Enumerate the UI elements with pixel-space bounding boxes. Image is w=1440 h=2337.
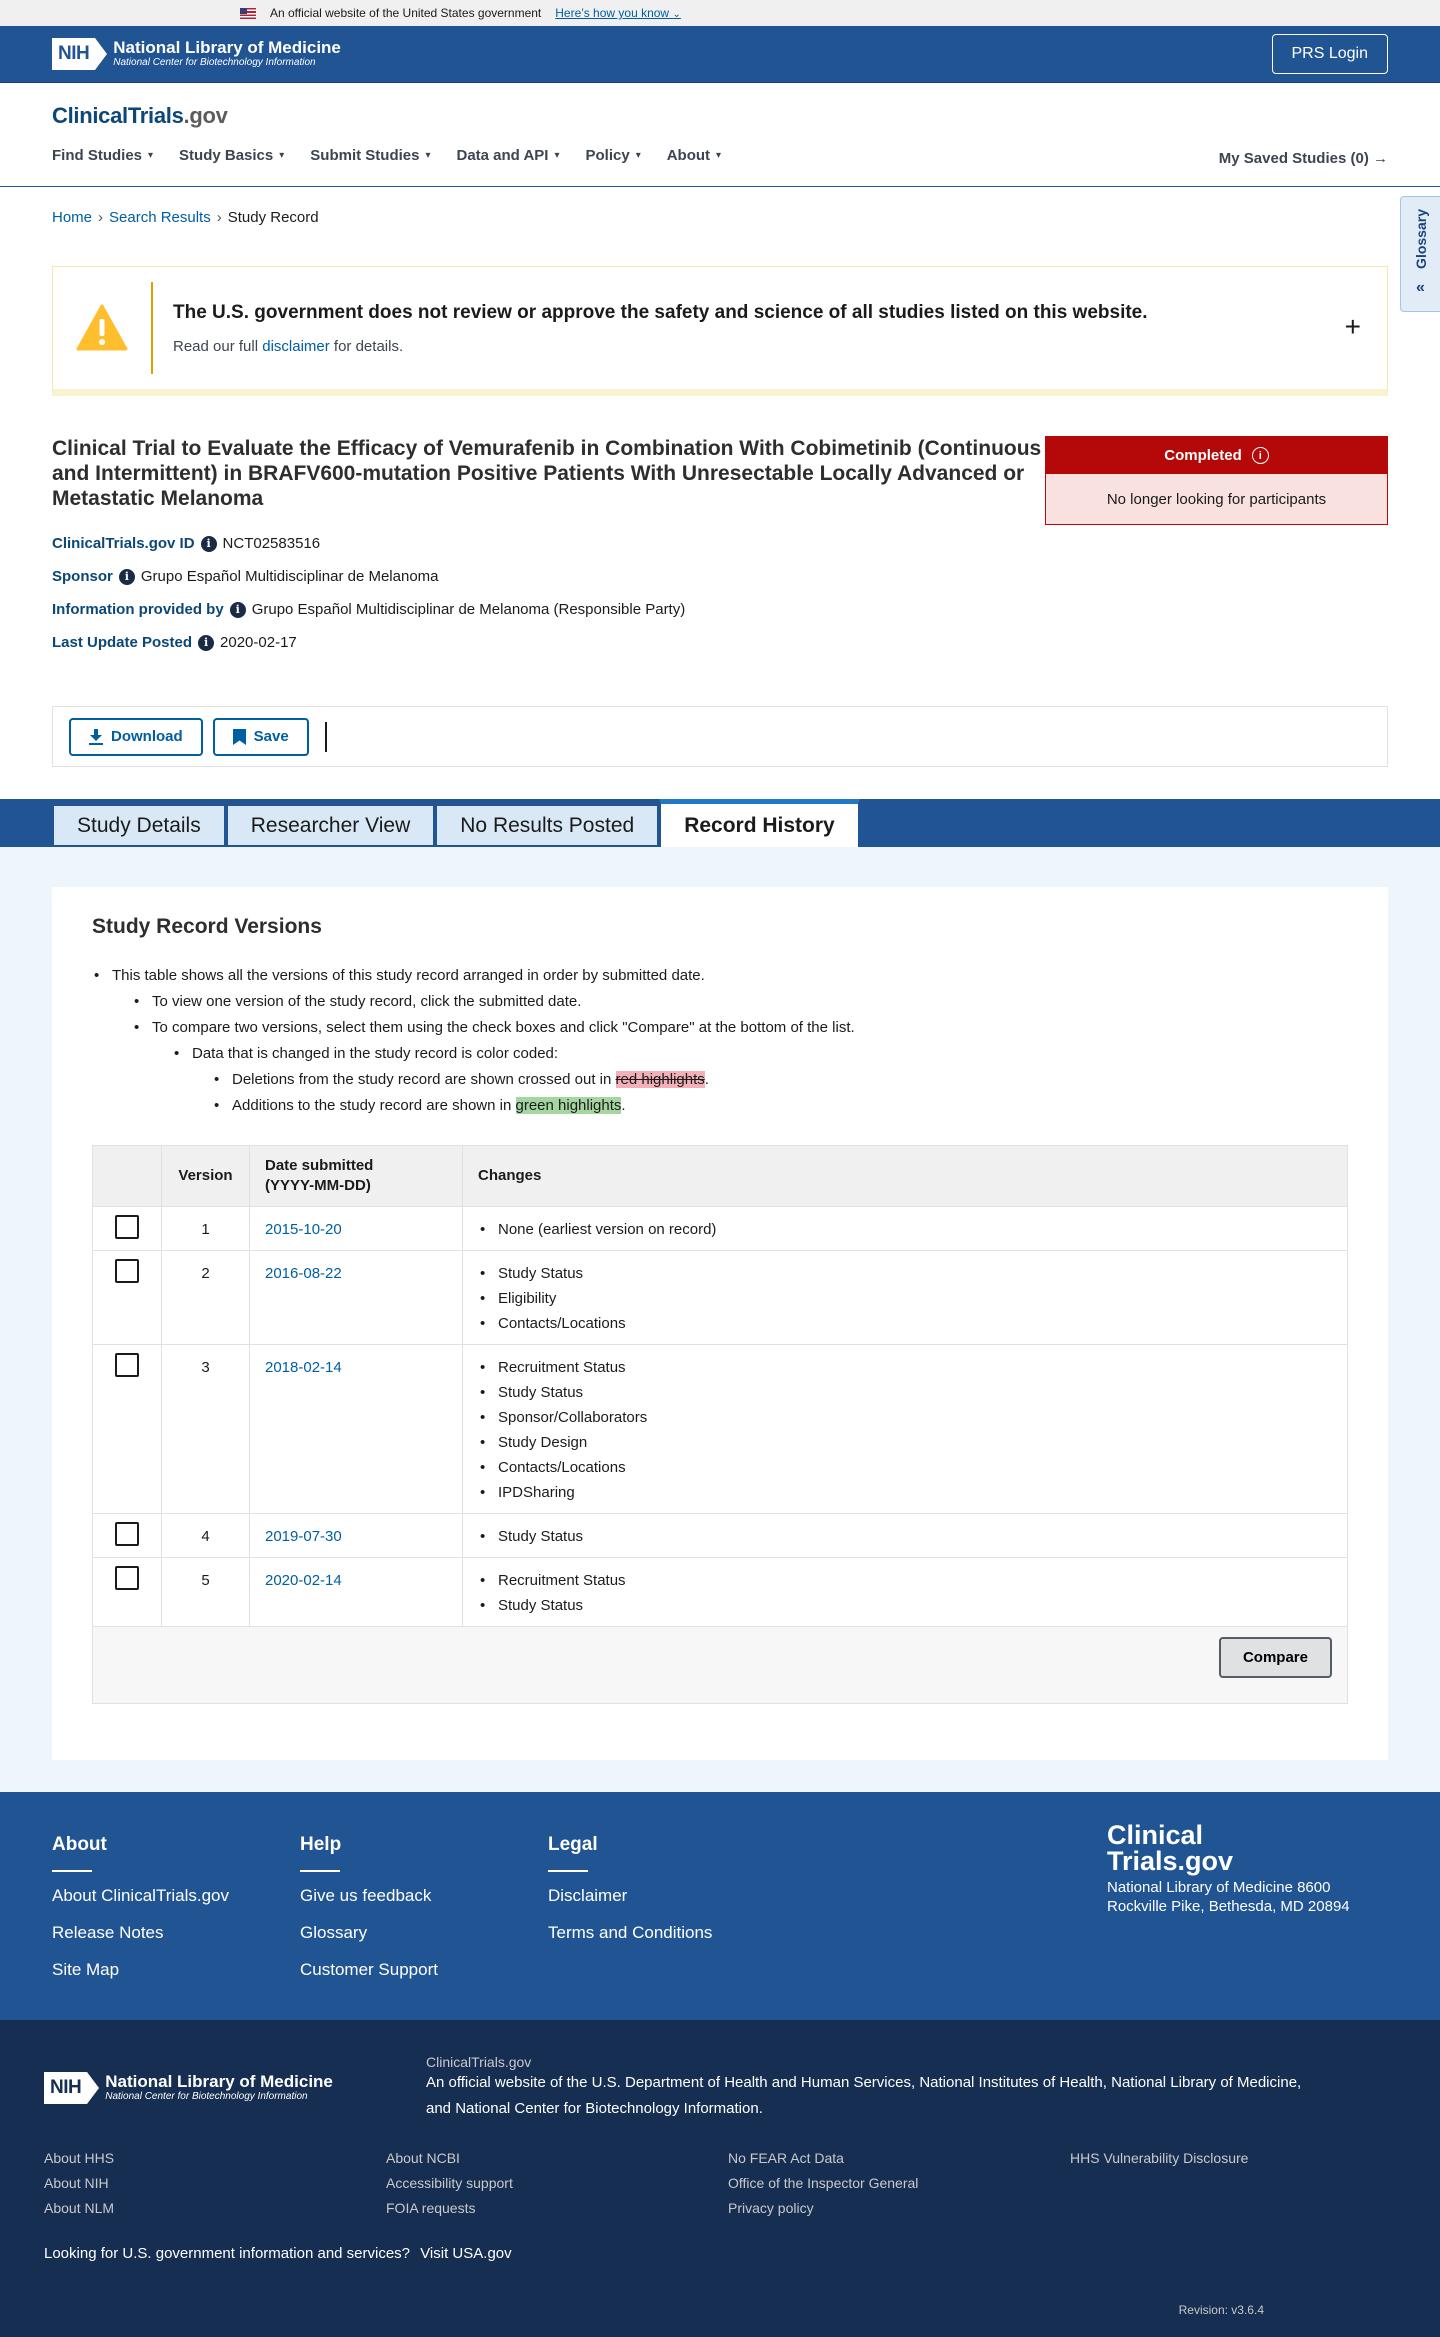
- table-row: [93, 1514, 1348, 1558]
- chevron-down-icon: ▾: [554, 150, 560, 161]
- heres-how-you-know-link[interactable]: Here’s how you know ⌄: [555, 6, 681, 20]
- nav-find-studies[interactable]: Find Studies ▾: [52, 147, 154, 164]
- table-row: [93, 1345, 1348, 1514]
- warning-icon: [53, 304, 151, 352]
- study-tabs: [0, 799, 1440, 847]
- study-title: Clinical Trial to Evaluate the Efficacy of Vemurafenib in Combination With Cobimetinib (Continuous and Intermittent) in BRAFV600-mutation Positive Patients With Unresectable Locally Advanced or Metastatic Melanoma: [52, 437, 1042, 510]
- save-button[interactable]: Save: [213, 718, 309, 756]
- footer-brand: [1107, 1822, 1367, 1916]
- instruction-item: • Deletions from the study record are shown crossed out in red highlights.: [212, 1067, 1348, 1093]
- glossary-tab[interactable]: [1400, 196, 1440, 312]
- compare-row: [93, 1627, 1348, 1704]
- glossary-label: Glossary: [1412, 209, 1429, 269]
- footer-link[interactable]: Disclaimer: [548, 1886, 628, 1905]
- instruction-item: • Additions to the study record are shown in green highlights.: [212, 1093, 1348, 1119]
- status-note: No longer looking for participants: [1046, 474, 1387, 524]
- footer-links: [0, 1792, 1440, 2020]
- footer-link[interactable]: Privacy policy: [728, 2200, 814, 2216]
- footer-link[interactable]: Terms and Conditions: [548, 1923, 713, 1942]
- nav-data-and-api[interactable]: Data and API ▾: [456, 147, 560, 164]
- disclaimer-link[interactable]: disclaimer: [262, 337, 330, 355]
- arrow-right-icon: →: [1373, 150, 1388, 167]
- red-highlight-sample: red highlights: [615, 1071, 705, 1088]
- my-saved-studies-link[interactable]: My Saved Studies (0) →: [1218, 150, 1388, 167]
- footer-link[interactable]: About HHS: [44, 2150, 115, 2166]
- study-header: [0, 396, 1440, 651]
- meta-nct-id: ClinicalTrials.gov ID i NCT02583516: [52, 535, 321, 552]
- nih-mark-icon: NIH: [44, 2072, 99, 2104]
- tab-researcher-view[interactable]: Researcher View: [226, 804, 436, 847]
- info-icon[interactable]: i: [119, 569, 135, 585]
- footer-link[interactable]: Glossary: [300, 1923, 368, 1942]
- chevron-down-icon: ▾: [279, 150, 285, 161]
- footer-heading: Legal: [548, 1834, 598, 1855]
- breadcrumb-current: Study Record: [227, 209, 319, 226]
- footer-col-legal: [548, 1834, 796, 2000]
- study-meta: [52, 535, 1388, 651]
- footer-bottom: [0, 2020, 1440, 2337]
- usa-gov-note: Looking for U.S. government information and services? Visit USA.gov: [44, 2245, 512, 2262]
- change-item: • Eligibility: [478, 1286, 1332, 1311]
- nih-header: [0, 26, 1440, 83]
- nav-about[interactable]: About ▾: [666, 147, 722, 164]
- official-website-note: ClinicalTrials.gov An official website of the U.S. Department of Health and Human Services, National Institutes of Health, National Library of Medicine, and National Center for Biotechnology Information.: [426, 2054, 1302, 2117]
- footer-link[interactable]: About NCBI: [386, 2150, 460, 2166]
- info-icon[interactable]: i: [201, 536, 217, 552]
- footer-gov-links: [44, 2150, 1396, 2225]
- alert-text: Read our full disclaimer for details.: [173, 337, 404, 355]
- green-highlight-sample: green highlights: [515, 1097, 622, 1114]
- download-button[interactable]: Download: [69, 718, 203, 756]
- meta-sponsor: Sponsor i Grupo Español Multidisciplinar de Melanoma: [52, 568, 439, 585]
- ncbi-subtitle: National Center for Biotechnology Information: [113, 57, 316, 68]
- nlm-logo[interactable]: [52, 38, 341, 70]
- chevron-down-icon: ▾: [425, 150, 431, 161]
- meta-last-update-posted: Last Update Posted i 2020-02-17: [52, 634, 297, 651]
- version-number: 4: [162, 1514, 250, 1558]
- change-item: • Study Status: [478, 1524, 1332, 1549]
- alert-title: The U.S. government does not review or approve the safety and science of all studies listed on this website.: [173, 301, 1148, 323]
- change-item: • Contacts/Locations: [478, 1311, 1332, 1336]
- version-date-link[interactable]: 2019-07-30: [265, 1528, 342, 1545]
- expand-plus-icon[interactable]: +: [1344, 311, 1361, 342]
- change-item: • Study Status: [478, 1380, 1332, 1405]
- instruction-item: • Data that is changed in the study record is color coded: • Deletions from the study record are shown crossed out in red highlights. • Additions to the study record are shown in green highlights.: [172, 1041, 1348, 1119]
- footer-link[interactable]: About NLM: [44, 2200, 115, 2216]
- change-item: • Study Status: [478, 1261, 1332, 1286]
- change-item: • Study Status: [478, 1593, 1332, 1618]
- gov-banner-text: An official website of the United States government: [270, 6, 542, 20]
- breadcrumb-home[interactable]: Home: [52, 209, 93, 226]
- chevron-right-icon: ›: [216, 209, 222, 226]
- record-history-section: [0, 847, 1440, 1792]
- version-date-link[interactable]: 2016-08-22: [265, 1265, 342, 1282]
- revision-label: Revision: v3.6.4: [1178, 2303, 1264, 2317]
- table-row: [93, 1558, 1348, 1627]
- footer-link[interactable]: Customer Support: [300, 1960, 438, 1979]
- download-icon: [89, 729, 103, 745]
- version-checkbox[interactable]: [115, 1353, 139, 1377]
- chevron-down-icon: ⌄: [672, 9, 681, 20]
- footer-logo[interactable]: Clinical Trials.gov: [1107, 1820, 1234, 1876]
- footer-heading: About: [52, 1834, 107, 1855]
- version-number: 3: [162, 1345, 250, 1514]
- footer-link[interactable]: FOIA requests: [386, 2200, 476, 2216]
- main-nav: [52, 147, 1388, 164]
- version-checkbox[interactable]: [115, 1566, 139, 1590]
- header-changes: Changes: [463, 1146, 1348, 1207]
- section-heading: Study Record Versions: [92, 915, 322, 938]
- instruction-item: • To view one version of the study record, click the submitted date.: [132, 989, 1348, 1015]
- chevron-right-icon: ›: [98, 209, 104, 226]
- version-checkbox[interactable]: [115, 1522, 139, 1546]
- breadcrumb-search-results[interactable]: Search Results: [109, 209, 211, 226]
- footer-link[interactable]: Accessibility support: [386, 2175, 513, 2191]
- header-version: Version: [162, 1146, 250, 1207]
- compare-button[interactable]: Compare: [1219, 1637, 1332, 1678]
- ncbi-link[interactable]: National Center for Biotechnology Information: [455, 2100, 759, 2117]
- footer-nlm-logo[interactable]: NIH National Library of Medicine National Center for Biotechnology Information: [44, 2054, 398, 2122]
- meta-information-provided-by: Information provided by i Grupo Español Multidisciplinar de Melanoma (Responsible Party): [52, 601, 686, 618]
- visit-usa-gov-link[interactable]: Visit USA.gov: [420, 2245, 512, 2262]
- change-item: • Study Design: [478, 1430, 1332, 1455]
- version-checkbox[interactable]: [115, 1259, 139, 1283]
- nav-submit-studies[interactable]: Submit Studies ▾: [310, 147, 431, 164]
- footer-link[interactable]: About NIH: [44, 2175, 109, 2191]
- clinicaltrials-logo[interactable]: ClinicalTrials.gov: [52, 103, 228, 128]
- footer-heading: Help: [300, 1834, 342, 1855]
- bookmark-icon: [233, 729, 246, 745]
- info-icon[interactable]: i: [1252, 447, 1269, 464]
- nih-link[interactable]: National Institutes of Health: [919, 2074, 1103, 2091]
- chevron-down-icon: ▾: [148, 150, 154, 161]
- footer-link[interactable]: No FEAR Act Data: [728, 2150, 844, 2166]
- footer-address: National Library of Medicine 8600 Rockville Pike, Bethesda, MD 20894: [1107, 1879, 1350, 1915]
- nlm-title: National Library of Medicine: [113, 38, 341, 57]
- action-bar: [52, 706, 1388, 767]
- disclaimer-alert: [52, 266, 1388, 396]
- versions-instructions: [92, 963, 1348, 1119]
- us-flag-icon: [240, 8, 256, 19]
- footer-col-help: [300, 1834, 548, 2000]
- version-number: 2: [162, 1251, 250, 1345]
- site-header: [0, 83, 1440, 187]
- change-item: • Recruitment Status: [478, 1355, 1332, 1380]
- gov-banner: [0, 0, 1440, 26]
- hhs-link[interactable]: U.S. Department of Health and Human Services: [591, 2074, 911, 2091]
- nih-mark-icon: NIH: [52, 38, 107, 70]
- header-select: [93, 1146, 162, 1207]
- toolbar-divider: [325, 722, 327, 752]
- footer-link[interactable]: Office of the Inspector General: [728, 2175, 919, 2191]
- double-chevron-left-icon: «: [1416, 278, 1425, 296]
- change-item: • None (earliest version on record): [478, 1217, 1332, 1242]
- version-date-link[interactable]: 2018-02-14: [265, 1359, 342, 1376]
- change-item: • IPDSharing: [478, 1480, 1332, 1505]
- table-row: [93, 1207, 1348, 1251]
- version-number: 1: [162, 1207, 250, 1251]
- footer: [0, 1792, 1440, 2337]
- chevron-down-icon: ▾: [716, 150, 722, 161]
- prs-login-button[interactable]: PRS Login: [1272, 34, 1389, 74]
- nlm-link[interactable]: National Library of Medicine: [1111, 2074, 1298, 2091]
- instruction-item: • This table shows all the versions of this study record arranged in order by submitted date. • To view one version of the study record, click the submitted date. • To compare two versions, select them using the check boxes and click "Compare" at the bottom of the list. • Data that is changed in the study record is color coded: • Deletions from the study record are shown crossed out in red highlights. • Additions to the study record are shown in green highlights.: [92, 963, 1348, 1119]
- nav-policy[interactable]: Policy ▾: [585, 147, 641, 164]
- nav-study-basics[interactable]: Study Basics ▾: [179, 147, 285, 164]
- version-date-link[interactable]: 2020-02-14: [265, 1572, 342, 1589]
- study-record-versions-card: [52, 887, 1388, 1760]
- change-item: • Contacts/Locations: [478, 1455, 1332, 1480]
- versions-table: [92, 1145, 1348, 1704]
- info-icon[interactable]: i: [198, 635, 214, 651]
- table-row: [93, 1251, 1348, 1345]
- instruction-item: • To compare two versions, select them using the check boxes and click "Compare" at the bottom of the list. • Data that is changed in the study record is color coded: • Deletions from the study record are shown crossed out in red highlights. • Additions to the study record are shown in green highlights.: [132, 1015, 1348, 1119]
- footer-link[interactable]: Give us feedback: [300, 1886, 432, 1905]
- footer-col-about: [52, 1834, 300, 2000]
- version-checkbox[interactable]: [115, 1215, 139, 1239]
- footer-link[interactable]: About ClinicalTrials.gov: [52, 1886, 229, 1905]
- version-date-link[interactable]: 2015-10-20: [265, 1221, 342, 1238]
- footer-link[interactable]: Release Notes: [52, 1923, 164, 1942]
- tab-study-details[interactable]: Study Details: [52, 804, 226, 847]
- info-icon[interactable]: i: [230, 602, 246, 618]
- header-date-submitted: Date submitted (YYYY-MM-DD): [250, 1146, 463, 1207]
- status-label: Completed: [1164, 447, 1242, 464]
- footer-link[interactable]: Site Map: [52, 1960, 120, 1979]
- tab-record-history[interactable]: Record History: [659, 799, 860, 847]
- version-number: 5: [162, 1558, 250, 1627]
- breadcrumb: [0, 187, 1440, 226]
- footer-link[interactable]: HHS Vulnerability Disclosure: [1070, 2150, 1249, 2166]
- chevron-down-icon: ▾: [635, 150, 641, 161]
- change-item: • Recruitment Status: [478, 1568, 1332, 1593]
- tab-no-results-posted[interactable]: No Results Posted: [435, 804, 659, 847]
- status-box: [1045, 436, 1388, 525]
- change-item: • Sponsor/Collaborators: [478, 1405, 1332, 1430]
